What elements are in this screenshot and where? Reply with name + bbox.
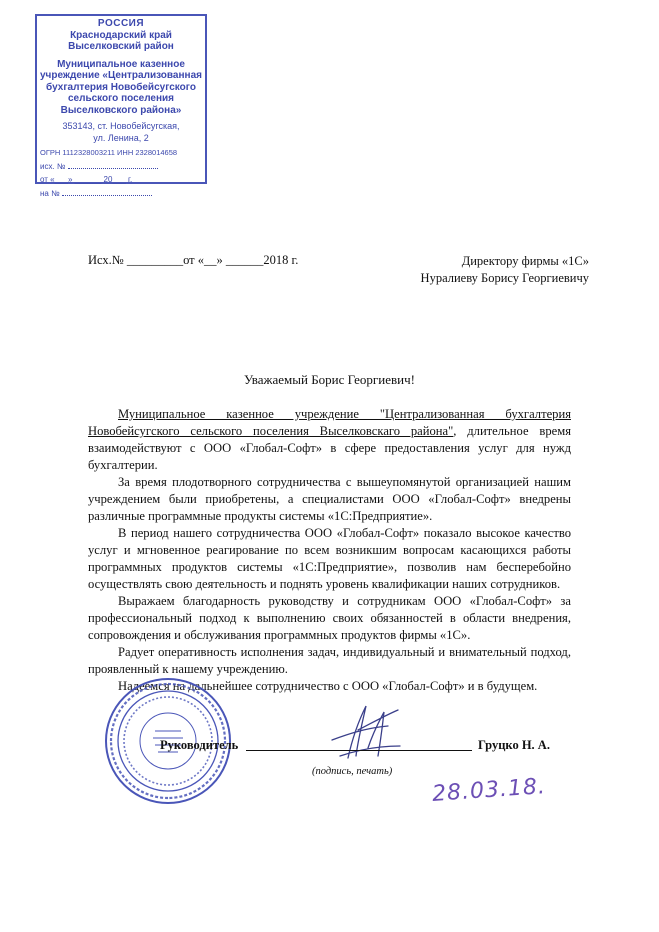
recipient-position: Директору фирмы «1С» (461, 254, 589, 268)
letter-body (88, 406, 571, 695)
signature-line (246, 750, 472, 751)
handwritten-date: 28.03.18. (431, 774, 547, 807)
stamp-region: Краснодарский край (70, 29, 172, 41)
stamp-district: Выселковский район (68, 41, 174, 52)
stamp-address: 353143, ст. Новобейсугская, (62, 121, 180, 131)
org-name-underlined: Муниципальное казенное учреждение "Централизованная бухгалтерия Новобейсугского сельского поселения Выселковскаго района" (88, 407, 571, 438)
stamp-country: РОССИЯ (97, 18, 145, 29)
paragraph: Муниципальное казенное учреждение "Централизованная бухгалтерия Новобейсугского сельского поселения Выселковскаго района", длительное время взаимодействуют с ООО «Глобал-Софт» в сфере предоставления услуг для нужд бухгалтерии. (88, 407, 571, 472)
paragraph: Выражаем благодарность руководству и сотрудникам ООО «Глобал-Софт» за профессиональный подход к выполнению своих обязанностей в области внедрения, сопровождения и обслуживания программных продуктов фирмы «1С». (88, 594, 571, 642)
stamp-org-line: Муниципальное казенное (57, 58, 185, 70)
stamp-ref-date: от «___» ______ 20___ г. (40, 175, 133, 184)
stamp-org-line: сельского поселения (67, 93, 175, 104)
stamp-ogrn: ОГРН 1112328003211 ИНН 2328014658 (40, 148, 178, 157)
stamp-org-line: учреждение «Централизованная (40, 70, 202, 81)
recipient-block (421, 253, 589, 287)
greeting: Уважаемый Борис Георгиевич! (244, 372, 415, 387)
signature-caption: (подпись, печать) (312, 766, 393, 777)
paragraph: За время плодотворного сотрудничества с вышеупомянутой организацией нашим учреждением были приобретены, а специалистами ООО «Глобал-Софт» внедрены различные программные продукты системы «1С:Предприятие». (88, 475, 571, 523)
stamp-ref-out: исх. № (37, 161, 205, 173)
signer-name: Груцко Н. А. (478, 738, 550, 752)
paragraph: В период нашего сотрудничества ООО «Глобал-Софт» показало высокое качество услуг и мгновенное реагирование по всем возникшим вопросам касающихся работы программных продуктов системы «1С:Предприятие», позволив нам бесперебойно осуществлять свою деятельность и поднять уровень квалификации наших сотрудников. (88, 526, 571, 591)
outgoing-reference: Исх.№ _________от «__» ______2018 г. (88, 253, 299, 267)
organization-stamp (35, 14, 207, 198)
stamp-org-line: Выселковского района» (60, 104, 182, 116)
stamp-org-line: бухгалтерия Новобейсугского (46, 81, 196, 93)
stamp-address: ул. Ленина, 2 (93, 132, 149, 143)
handwritten-signature-icon (318, 700, 408, 762)
paragraph: Надеемся на дальнейшее сотрудничество с ООО «Глобал-Софт» и в будущем. (118, 679, 538, 693)
signer-title: Руководитель (160, 738, 239, 752)
paragraph: Радует оперативность исполнения задач, индивидуальный и внимательный подход, проявленный к нашему учреждению. (88, 645, 571, 676)
recipient-name: Нуралиеву Борису Георгиевичу (420, 271, 589, 285)
stamp-ref-in: на № (37, 188, 205, 200)
